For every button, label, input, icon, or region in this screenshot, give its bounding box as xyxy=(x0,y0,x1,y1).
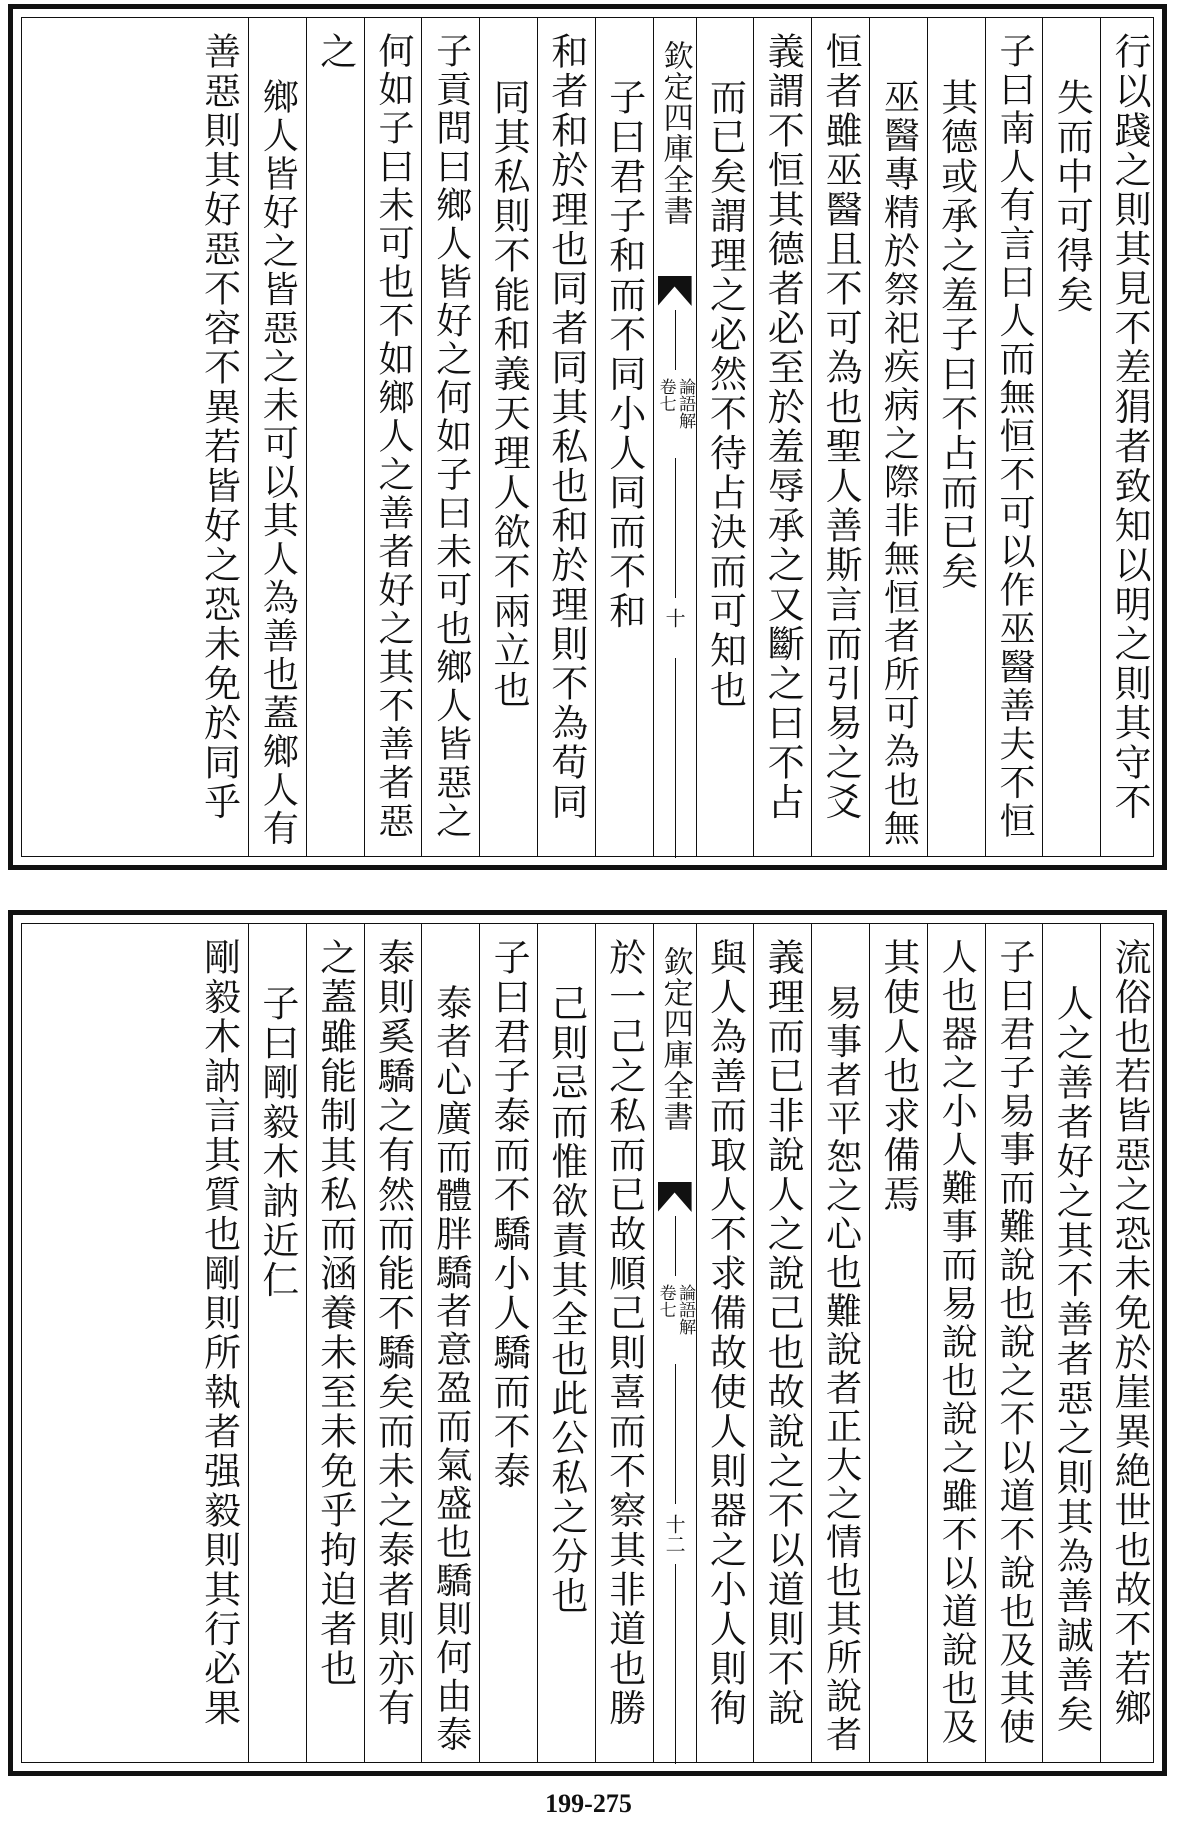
text-column-right-7 xyxy=(753,18,811,856)
fold-rule xyxy=(675,310,676,370)
column-text: 行以踐之則其見不差狷者致知以明之則其守不 xyxy=(1108,32,1152,822)
text-column-left-8 xyxy=(190,924,248,1762)
text-column-left-5 xyxy=(364,924,422,1762)
column-text: 子曰君子泰而不驕小人驕而不泰 xyxy=(487,938,531,1491)
column-text: 其德或承之羞子曰不占而已矣 xyxy=(934,78,978,592)
fishtail-mark xyxy=(658,276,692,306)
text-column-right-5 xyxy=(869,924,927,1762)
column-text: 己則忌而惟欲責其全也此公私之分也 xyxy=(544,984,588,1616)
text-column-left-1 xyxy=(595,18,653,856)
leaf-number: 十二 xyxy=(662,1514,687,1554)
fold-rule xyxy=(675,1216,676,1276)
text-column-right-4 xyxy=(927,18,985,856)
fold-rule xyxy=(675,658,676,858)
column-text: 巫醫專精於祭祀疾病之際非無恒者所可為也無 xyxy=(878,78,920,848)
text-column-left-7 xyxy=(248,924,306,1762)
text-column-right-6 xyxy=(811,18,869,856)
column-text: 於一己之私而已故順己則喜而不察其非道也勝 xyxy=(602,938,646,1728)
lower-leaf xyxy=(8,910,1167,1776)
column-text: 人之善者好之其不善者惡之則其為善誠善矣 xyxy=(1050,984,1094,1735)
text-column-left-1 xyxy=(595,924,653,1762)
column-text: 子曰剛毅木訥近仁 xyxy=(255,984,299,1300)
column-text: 與人為善而取人不求備故使人則器之小人則徇 xyxy=(703,938,747,1728)
text-column-left-3 xyxy=(479,18,537,856)
text-column-left-6 xyxy=(306,18,364,856)
text-column-right-5 xyxy=(869,18,927,856)
column-text: 子曰君子易事而難說也說之不以道不說也及其使 xyxy=(993,938,1035,1747)
text-column-right-6 xyxy=(811,924,869,1762)
column-text: 義謂不恒其德者必至於羞辱承之又斷之曰不占 xyxy=(761,32,805,822)
text-column-left-6 xyxy=(306,924,364,1762)
lower-leaf-frame xyxy=(21,923,1154,1763)
column-text: 之蓋雖能制其私而涵養未至未免乎拘迫者也 xyxy=(313,938,357,1689)
column-text: 流俗也若皆惡之恐未免於崖異絶世也故不若鄉 xyxy=(1108,938,1152,1728)
text-column-right-8 xyxy=(696,18,754,856)
text-column-right-8 xyxy=(696,924,754,1762)
text-column-right-3 xyxy=(985,18,1043,856)
column-text: 善惡則其好惡不容不異若皆好之恐未免於同乎 xyxy=(197,32,241,822)
upper-leaf-frame xyxy=(21,17,1154,857)
column-text: 鄉人皆好之皆惡之未可以其人為善也蓋鄉人有 xyxy=(257,78,299,848)
fold-center-strip xyxy=(653,18,696,856)
text-column-left-5 xyxy=(364,18,422,856)
text-column-right-2 xyxy=(1042,924,1100,1762)
text-column-left-3 xyxy=(479,924,537,1762)
upper-leaf xyxy=(8,4,1167,870)
column-text: 何如子曰未可也不如鄉人之善者好之其不善者惡 xyxy=(372,32,414,841)
text-column-left-2 xyxy=(537,924,595,1762)
book-title xyxy=(655,378,694,429)
text-column-left-4 xyxy=(421,924,479,1762)
text-column-right-3 xyxy=(985,924,1043,1762)
text-column-left-2 xyxy=(537,18,595,856)
book-name: 論語解 xyxy=(675,1284,696,1335)
column-text: 泰則奚驕之有然而能不驕矣而未之泰者則亦有 xyxy=(371,938,415,1728)
volume-name: 卷七 xyxy=(655,378,676,412)
text-column-right-7 xyxy=(753,924,811,1762)
book-name: 論語解 xyxy=(675,378,696,429)
leaf-number: 十 xyxy=(662,608,687,628)
column-text: 之 xyxy=(313,32,357,72)
column-text: 而已矣謂理之必然不待占決而可知也 xyxy=(703,78,747,710)
text-column-left-8 xyxy=(190,18,248,856)
text-column-left-4 xyxy=(421,18,479,856)
column-text: 子曰南人有言曰人而無恒不可以作巫醫善夫不恒 xyxy=(993,32,1035,841)
column-text: 和者和於理也同者同其私也和於理則不為苟同 xyxy=(544,32,588,822)
text-column-right-1 xyxy=(1100,924,1158,1762)
library-title: 欽定四庫全書 xyxy=(657,40,693,226)
text-column-right-1 xyxy=(1100,18,1158,856)
column-text: 義理而已非說人之說己也故說之不以道則不說 xyxy=(761,938,805,1728)
column-text: 失而中可得矣 xyxy=(1050,78,1094,315)
fold-rule xyxy=(675,1564,676,1764)
text-column-right-2 xyxy=(1042,18,1100,856)
column-text: 其使人也求備焉 xyxy=(876,938,920,1215)
fold-center-strip xyxy=(653,924,696,1762)
fold-rule xyxy=(675,1364,676,1504)
page-number-footer: 199-275 xyxy=(545,1789,632,1818)
column-text: 子貢問曰鄉人皆好之何如子曰未可也鄉人皆惡之 xyxy=(430,32,472,841)
library-title: 欽定四庫全書 xyxy=(657,946,693,1132)
text-column-right-4 xyxy=(927,924,985,1762)
column-text: 子曰君子和而不同小人同而不和 xyxy=(602,78,646,631)
volume-name: 卷七 xyxy=(655,1284,676,1318)
column-text: 同其私則不能和義天理人欲不兩立也 xyxy=(487,78,531,710)
text-column-left-7 xyxy=(248,18,306,856)
column-text: 泰者心廣而體胖驕者意盈而氣盛也驕則何由泰 xyxy=(430,984,472,1754)
column-text: 易事者平恕之心也難說者正大之情也其所說者 xyxy=(820,984,862,1754)
column-text: 剛毅木訥言其質也剛則所執者强毅則其行必果 xyxy=(197,938,241,1728)
fold-rule xyxy=(675,458,676,598)
fishtail-mark xyxy=(658,1182,692,1212)
column-text: 恒者雖巫醫且不可為也聖人善斯言而引易之爻 xyxy=(819,32,863,822)
book-title xyxy=(655,1284,694,1335)
column-text: 人也器之小人難事而易說也說之雖不以道說也及 xyxy=(936,938,978,1747)
